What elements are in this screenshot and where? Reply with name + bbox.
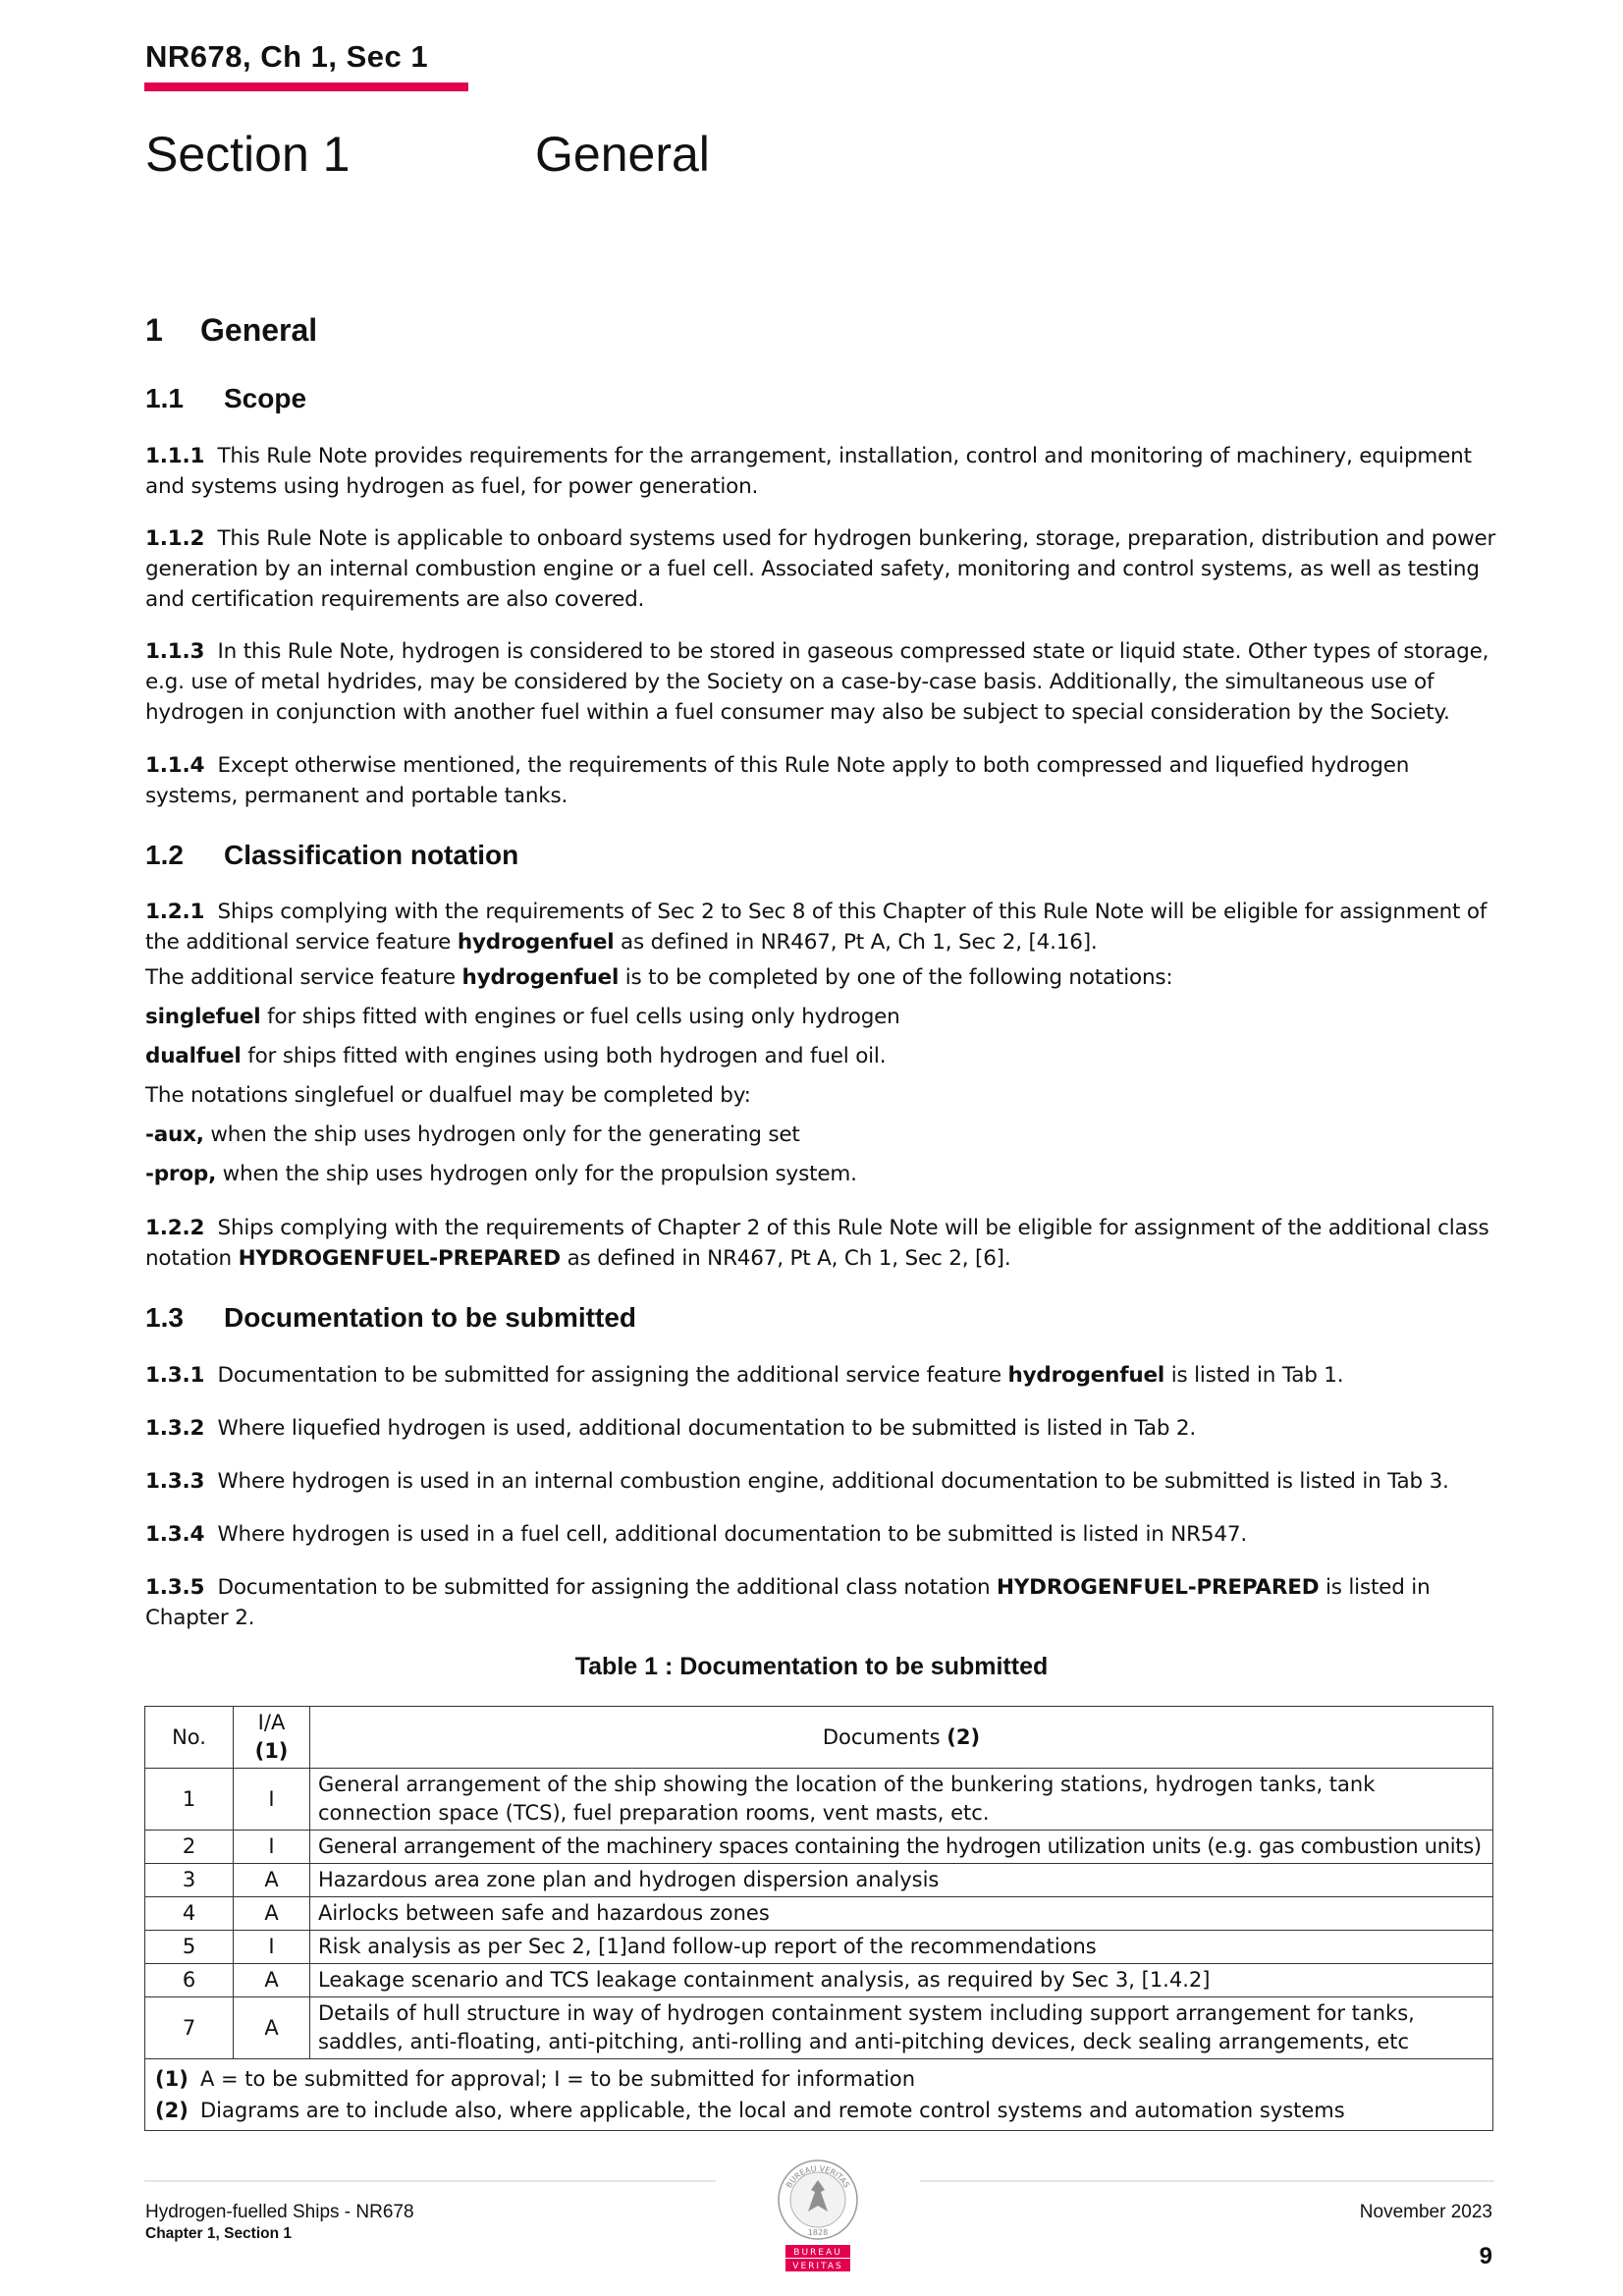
paragraph-1-1-2 xyxy=(145,523,1500,615)
paragraph-1-2-1: 1.2.1 Ships complying with the requirements of Sec 2 to Sec 8 of this Chapter of this Rule Note will be eligible for assignment of the additional service feature hydrogenfuel as defined in NR467, Pt A, Ch 1, Sec 2, [4.16]. xyxy=(145,900,1488,955)
cell-no: 4 xyxy=(145,1897,234,1931)
cell-no: 1 xyxy=(145,1769,234,1831)
paragraph-1-1-4 xyxy=(145,750,1500,811)
paragraph-notations-completion: The notations singlefuel or dualfuel may be completed by: xyxy=(145,1083,751,1108)
cell-no: 5 xyxy=(145,1931,234,1964)
table-row xyxy=(145,1769,1493,1831)
document-reference: NR678, Ch 1, Sec 1 xyxy=(145,39,429,74)
heading-general xyxy=(145,312,317,349)
cell-ia: I xyxy=(234,1831,310,1864)
notation-aux: -aux, when the ship uses hydrogen only for the generating set xyxy=(145,1122,800,1147)
logo-band-top: BUREAU xyxy=(793,2248,842,2258)
heading-documentation xyxy=(145,1302,636,1334)
heading-title: Classification notation xyxy=(224,840,519,870)
heading-number: 1.2 xyxy=(145,840,184,870)
heading-title: Documentation to be submitted xyxy=(224,1302,636,1333)
paragraph-text: This Rule Note is applicable to onboard systems used for hydrogen bunkering, storage, preparation, distribution and power generation by an internal combustion engine or a fuel cell. Associated safety, monitoring and control systems, as well as testing and certification requirements are also covered. xyxy=(145,526,1496,612)
cell-ia: A xyxy=(234,1864,310,1897)
cell-document: Risk analysis as per Sec 2, [1]and follow-up report of the recommendations xyxy=(310,1931,1493,1964)
table-note: (2) Diagrams are to include also, where applicable, the local and remote control systems and automation systems xyxy=(155,2099,1345,2122)
table-row xyxy=(145,1897,1493,1931)
cell-ia: A xyxy=(234,1997,310,2059)
paragraph-1-3-4: 1.3.4 Where hydrogen is used in a fuel cell, additional documentation to be submitted is listed in NR547. xyxy=(145,1522,1247,1547)
logo-year: 1828 xyxy=(807,2228,829,2237)
cell-document: Hazardous area zone plan and hydrogen dispersion analysis xyxy=(310,1864,1493,1897)
paragraph-number: 1.2.2 xyxy=(145,1216,205,1240)
cell-document: Details of hull structure in way of hydrogen containment system including support arrangement for tanks, saddles, anti-floating, anti-pitching, anti-rolling and anti-pitching devices, deck sealing arrangements, etc xyxy=(310,1997,1493,2059)
section-title: General xyxy=(535,127,710,182)
footer-divider-right xyxy=(920,2180,1494,2182)
heading-title: General xyxy=(200,312,318,348)
table-row xyxy=(145,1864,1493,1897)
table-row xyxy=(145,1931,1493,1964)
cell-document: Leakage scenario and TCS leakage containment analysis, as required by Sec 3, [1.4.2] xyxy=(310,1964,1493,1997)
notation-prop: -prop, when the ship uses hydrogen only for the propulsion system. xyxy=(145,1162,857,1186)
cell-no: 2 xyxy=(145,1831,234,1864)
paragraph-1-1-3 xyxy=(145,636,1500,728)
paragraph-number: 1.3.2 xyxy=(145,1416,205,1441)
section-number: Section 1 xyxy=(145,127,351,182)
paragraph-notations-intro: The additional service feature hydrogenfuel is to be completed by one of the following notations: xyxy=(145,965,1173,990)
cell-ia: A xyxy=(234,1964,310,1997)
footer-divider-left xyxy=(144,2180,716,2182)
cell-ia: I xyxy=(234,1931,310,1964)
table-row xyxy=(145,1997,1493,2059)
paragraph-1-3-3: 1.3.3 Where hydrogen is used in an internal combustion engine, additional documentation to be submitted is listed in Tab 3. xyxy=(145,1469,1449,1494)
table-notes-row xyxy=(145,2059,1493,2131)
column-header-no: No. xyxy=(145,1707,234,1769)
paragraph-1-2-2: 1.2.2 Ships complying with the requirements of Chapter 2 of this Rule Note will be eligible for assignment of the additional class notation HYDROGENFUEL-PREPARED as defined in NR467, Pt A, Ch 1, Sec 2, [6]. xyxy=(145,1216,1489,1271)
column-header-documents: Documents (2) xyxy=(310,1707,1493,1769)
column-header-ia: I/A (1) xyxy=(234,1707,310,1769)
table-note: (1) A = to be submitted for approval; I = to be submitted for information xyxy=(155,2067,916,2091)
notation-dualfuel: dualfuel for ships fitted with engines using both hydrogen and fuel oil. xyxy=(145,1044,887,1068)
heading-number: 1.3 xyxy=(145,1302,184,1333)
notation-hydrogenfuel-prepared: HYDROGENFUEL-PREPARED xyxy=(238,1246,561,1271)
heading-title: Scope xyxy=(224,383,307,413)
notation-singlefuel: singlefuel for ships fitted with engines or fuel cells using only hydrogen xyxy=(145,1005,900,1029)
table-row xyxy=(145,1964,1493,1997)
paragraph-text: Except otherwise mentioned, the requirements of this Rule Note apply to both compressed and liquefied hydrogen systems, permanent and portable tanks. xyxy=(145,753,1410,808)
footer-document-title: Hydrogen-fuelled Ships - NR678 xyxy=(145,2202,414,2222)
logo-band-bottom: VERITAS xyxy=(792,2262,843,2271)
cell-no: 6 xyxy=(145,1964,234,1997)
paragraph-text: In this Rule Note, hydrogen is considered to be stored in gaseous compressed state or liquid state. Other types of storage, e.g. use of metal hydrides, may be considered by the Society on a case-by-case basis. Additionally, the simultaneous use of hydrogen in conjunction with another fuel within a fuel consumer may also be subject to special consideration by the Society. xyxy=(145,639,1489,725)
paragraph-number: 1.3.1 xyxy=(145,1363,205,1388)
cell-document: Airlocks between safe and hazardous zones xyxy=(310,1897,1493,1931)
paragraph-number: 1.3.5 xyxy=(145,1575,205,1600)
paragraph-1-3-5: 1.3.5 Documentation to be submitted for assigning the additional class notation HYDROGENFUEL-PREPARED is listed in Chapter 2. xyxy=(145,1575,1431,1630)
paragraph-1-1-1 xyxy=(145,441,1500,502)
paragraph-text: This Rule Note provides requirements for the arrangement, installation, control and monitoring of machinery, equipment and systems using hydrogen as fuel, for power generation. xyxy=(145,444,1472,499)
notation-hydrogenfuel: hydrogenfuel xyxy=(461,965,620,990)
paragraph-number: 1.1.1 xyxy=(145,444,205,468)
cell-document: General arrangement of the machinery spaces containing the hydrogen utilization units (e.g. gas combustion units) xyxy=(310,1831,1493,1864)
header-accent-bar xyxy=(144,82,468,91)
cell-ia: A xyxy=(234,1897,310,1931)
table-notes xyxy=(145,2059,1493,2131)
paragraph-1-3-1: 1.3.1 Documentation to be submitted for assigning the additional service feature hydrogenfuel is listed in Tab 1. xyxy=(145,1363,1344,1388)
cell-no: 7 xyxy=(145,1997,234,2059)
heading-classification-notation xyxy=(145,840,518,871)
footer-date: November 2023 xyxy=(1359,2202,1492,2222)
paragraph-1-3-2: 1.3.2 Where liquefied hydrogen is used, additional documentation to be submitted is listed in Tab 2. xyxy=(145,1416,1197,1441)
heading-number: 1.1 xyxy=(145,383,184,413)
cell-document: General arrangement of the ship showing the location of the bunkering stations, hydrogen tanks, tank connection space (TCS), fuel preparation rooms, vent masts, etc. xyxy=(310,1769,1493,1831)
paragraph-number: 1.3.4 xyxy=(145,1522,205,1547)
heading-scope xyxy=(145,383,306,414)
paragraph-number: 1.2.1 xyxy=(145,900,205,924)
cell-ia: I xyxy=(234,1769,310,1831)
paragraph-number: 1.1.2 xyxy=(145,526,205,551)
paragraph-number: 1.1.3 xyxy=(145,639,205,664)
page-number: 9 xyxy=(1479,2243,1492,2269)
bureau-veritas-logo xyxy=(774,2151,862,2273)
heading-number: 1 xyxy=(145,312,163,348)
paragraph-number: 1.3.3 xyxy=(145,1469,205,1494)
table-header-row xyxy=(145,1707,1493,1769)
table-caption: Table 1 : Documentation to be submitted xyxy=(574,1653,1049,1680)
logo-seal-text: BUREAU VERITAS xyxy=(784,2163,851,2190)
notation-hydrogenfuel: hydrogenfuel xyxy=(457,930,615,955)
table-row xyxy=(145,1831,1493,1864)
documentation-table xyxy=(144,1706,1493,2131)
footer-chapter-section: Chapter 1, Section 1 xyxy=(145,2225,293,2242)
cell-no: 3 xyxy=(145,1864,234,1897)
paragraph-number: 1.1.4 xyxy=(145,753,205,778)
